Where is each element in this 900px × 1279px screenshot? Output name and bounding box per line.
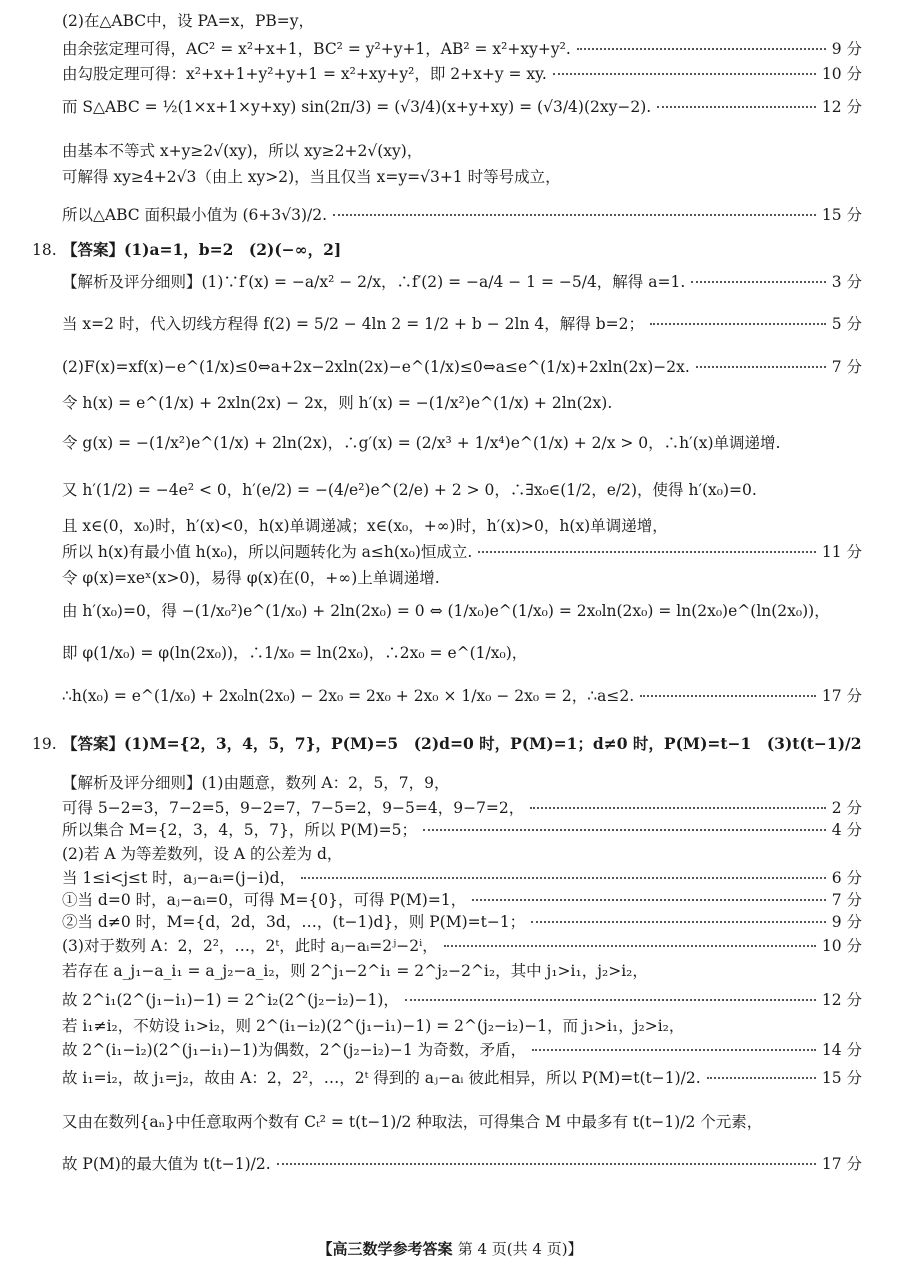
dot-leader [640, 695, 816, 697]
solution-line [62, 797, 862, 819]
solution-line [62, 96, 862, 118]
line-text: 而 S△ABC = ½(1×x+1×y+xy) sin(2π/3) = (√3/4)(x+y+xy) = (√3/4)(2xy−2). [62, 98, 652, 116]
score-label: 4 分 [831, 821, 862, 839]
solution-line [62, 515, 862, 537]
line-text: (3)对于数列 A：2，2²，…，2ᵗ，此时 aⱼ−aᵢ=2ʲ−2ⁱ， [62, 937, 438, 955]
solution-line [62, 356, 862, 378]
line-text: 【解析及评分细则】(1)∵f′(x) = −a/x² − 2/x，∴f′(2) = −a/4 − 1 = −5/4，解得 a=1. [62, 273, 686, 291]
solution-line [62, 1153, 862, 1175]
line-text: 由 h′(x₀)=0，得 −(1/x₀²)e^(1/x₀) + 2ln(2x₀) = 0 ⇔ (1/x₀)e^(1/x₀) = 2x₀ln(2x₀) = ln(2x₀)e^(ln(2x₀))， [62, 602, 830, 620]
score-label: 10 分 [821, 65, 862, 83]
dot-leader [333, 214, 816, 216]
dot-leader [423, 829, 826, 831]
line-text: 故 i₁=i₂，故 j₁=j₂，故由 A：2，2²，…，2ᵗ 得到的 aⱼ−aᵢ 彼此相异，所以 P(M)=t(t−1)/2. [62, 1069, 701, 1087]
dot-leader [696, 366, 826, 368]
score-label: 9 分 [831, 40, 862, 58]
line-text: 可解得 xy≥4+2√3（由上 xy>2)，当且仅当 x=y=√3+1 时等号成立， [62, 168, 561, 186]
solution-line [62, 642, 862, 664]
solution-line [62, 140, 862, 162]
dot-leader [478, 551, 816, 553]
problem-number: 18. [32, 241, 57, 259]
dot-leader [444, 945, 816, 947]
score-label: 3 分 [831, 273, 862, 291]
score-label: 2 分 [831, 799, 862, 817]
solution-line [62, 10, 862, 32]
score-label: 17 分 [821, 1155, 862, 1173]
solution-line [62, 38, 862, 60]
line-text: 【解析及评分细则】(1)由题意，数列 A：2，5，7，9， [62, 774, 450, 792]
line-text: 令 φ(x)=xeˣ(x>0)，易得 φ(x)在(0，+∞)上单调递增. [62, 569, 440, 587]
page-footer [0, 1238, 900, 1259]
line-text: 所以 h(x)有最小值 h(x₀)，所以问题转化为 a≤h(x₀)恒成立. [62, 543, 473, 561]
line-text: 由勾股定理可得：x²+x+1+y²+y+1 = x²+xy+y²，即 2+x+y = xy. [62, 65, 547, 83]
score-label: 11 分 [821, 543, 862, 561]
solution-line [62, 541, 862, 563]
solution-line [62, 960, 862, 982]
solution-line [62, 600, 862, 622]
line-text: 故 2^i₁(2^(j₁−i₁)−1) = 2^i₂(2^(j₂−i₂)−1)， [62, 991, 399, 1009]
solution-line [62, 935, 862, 957]
line-text: 可得 5−2=3，7−2=5，9−2=7，7−5=2，9−5=4，9−7=2， [62, 799, 525, 817]
solution-line [62, 1067, 862, 1089]
solution-line [62, 843, 862, 865]
line-text: 【答案】(1)M={2，3，4，5，7}，P(M)=5 (2)d=0 时，P(M)=1；d≠0 时，P(M)=t−1 (3)t(t−1)/2 [62, 734, 862, 753]
solution-line [62, 819, 862, 841]
line-text: 由基本不等式 x+y≥2√(xy)，所以 xy≥2+2√(xy)， [62, 142, 423, 160]
solution-line [62, 567, 862, 589]
line-text: ∴h(x₀) = e^(1/x₀) + 2x₀ln(2x₀) − 2x₀ = 2x₀ + 2x₀ × 1/x₀ − 2x₀ = 2，∴a≤2. [62, 687, 635, 705]
line-text: 若存在 a_j₁−a_i₁ = a_j₂−a_i₂，则 2^j₁−2^i₁ = 2^j₂−2^i₂，其中 j₁>i₁，j₂>i₂， [62, 962, 648, 980]
dot-leader [277, 1163, 816, 1165]
solution-line [62, 392, 862, 414]
line-text: 又 h′(1/2) = −4e² < 0，h′(e/2) = −(4/e²)e^(2/e) + 2 > 0，∴∃x₀∈(1/2，e/2)，使得 h′(x₀)=0. [62, 481, 757, 499]
line-text: 所以△ABC 面积最小值为 (6+3√3)/2. [62, 206, 328, 224]
line-text: 故 P(M)的最大值为 t(t−1)/2. [62, 1155, 271, 1173]
dot-leader [472, 899, 826, 901]
problem-number: 19. [32, 735, 57, 753]
line-text: (2)若 A 为等差数列，设 A 的公差为 d， [62, 845, 343, 863]
answer-heading-line [32, 733, 862, 755]
line-text: 【答案】(1)a=1，b=2 (2)(−∞，2] [62, 240, 342, 259]
score-label: 7 分 [831, 358, 862, 376]
solution-line [62, 911, 862, 933]
solution-line [62, 313, 862, 335]
score-label: 5 分 [831, 315, 862, 333]
footer-page-number: 第 4 页(共 4 页)】 [457, 1240, 583, 1258]
solution-line [62, 1111, 862, 1133]
score-label: 6 分 [831, 869, 862, 887]
solution-line [62, 271, 862, 293]
footer-title: 【高三数学参考答案 [317, 1240, 453, 1258]
solution-line [62, 989, 862, 1011]
solution-line [62, 1015, 862, 1037]
solution-line [62, 432, 862, 454]
dot-leader [532, 1049, 816, 1051]
score-label: 12 分 [821, 991, 862, 1009]
line-text: 即 φ(1/x₀) = φ(ln(2x₀))，∴1/x₀ = ln(2x₀)，∴2x₀ = e^(1/x₀)， [62, 644, 528, 662]
solution-line [62, 479, 862, 501]
score-label: 7 分 [831, 891, 862, 909]
line-text: 令 g(x) = −(1/x²)e^(1/x) + 2ln(2x)，∴g′(x) = (2/x³ + 1/x⁴)e^(1/x) + 2/x > 0，∴h′(x)单调递增. [62, 434, 781, 452]
solution-line [62, 166, 862, 188]
dot-leader [301, 877, 826, 879]
dot-leader [691, 281, 825, 283]
dot-leader [530, 807, 825, 809]
solution-line [62, 889, 862, 911]
score-label: 14 分 [821, 1041, 862, 1059]
solution-line [62, 204, 862, 226]
line-text: ①当 d=0 时，aⱼ−aᵢ=0，可得 M={0}，可得 P(M)=1， [62, 891, 467, 909]
solution-line [62, 772, 862, 794]
line-text: (2)在△ABC中，设 PA=x，PB=y， [62, 12, 315, 30]
score-label: 12 分 [821, 98, 862, 116]
score-label: 15 分 [821, 206, 862, 224]
line-text: 所以集合 M={2，3，4，5，7}，所以 P(M)=5； [62, 821, 417, 839]
solution-line [62, 685, 862, 707]
solution-line [62, 1039, 862, 1061]
line-text: 当 1≤i<j≤t 时，aⱼ−aᵢ=(j−i)d， [62, 869, 296, 887]
line-text: 由余弦定理可得，AC² = x²+x+1，BC² = y²+y+1，AB² = x²+xy+y². [62, 40, 571, 58]
dot-leader [405, 999, 816, 1001]
score-label: 10 分 [821, 937, 862, 955]
line-text: ②当 d≠0 时，M={d，2d，3d，…，(t−1)d}，则 P(M)=t−1； [62, 913, 526, 931]
solution-line [62, 867, 862, 889]
dot-leader [650, 323, 826, 325]
dot-leader [531, 921, 826, 923]
dot-leader [577, 48, 826, 50]
line-text: 若 i₁≠i₂，不妨设 i₁>i₂，则 2^(i₁−i₂)(2^(j₁−i₁)−1) = 2^(j₂−i₂)−1，而 j₁>i₁，j₂>i₂， [62, 1017, 685, 1035]
solution-line [62, 63, 862, 85]
score-label: 15 分 [821, 1069, 862, 1087]
dot-leader [553, 73, 816, 75]
line-text: 故 2^(i₁−i₂)(2^(j₁−i₁)−1)为偶数，2^(j₂−i₂)−1 为奇数，矛盾， [62, 1041, 527, 1059]
answer-heading-line [32, 239, 862, 261]
line-text: (2)F(x)=xf(x)−e^(1/x)≤0⇔a+2x−2xln(2x)−e^(1/x)≤0⇔a≤e^(1/x)+2xln(2x)−2x. [62, 358, 690, 376]
line-text: 且 x∈(0，x₀)时，h′(x)<0，h(x)单调递减；x∈(x₀，+∞)时，h′(x)>0，h(x)单调递增， [62, 517, 668, 535]
line-text: 令 h(x) = e^(1/x) + 2xln(2x) − 2x，则 h′(x) = −(1/x²)e^(1/x) + 2ln(2x). [62, 394, 613, 412]
line-text: 又由在数列{aₙ}中任意取两个数有 Cₜ² = t(t−1)/2 种取法，可得集合 M 中最多有 t(t−1)/2 个元素， [62, 1113, 763, 1131]
dot-leader [707, 1077, 816, 1079]
score-label: 9 分 [831, 913, 862, 931]
score-label: 17 分 [821, 687, 862, 705]
line-text: 当 x=2 时，代入切线方程得 f(2) = 5/2 − 4ln 2 = 1/2 + b − 2ln 4，解得 b=2； [62, 315, 644, 333]
dot-leader [657, 106, 816, 108]
